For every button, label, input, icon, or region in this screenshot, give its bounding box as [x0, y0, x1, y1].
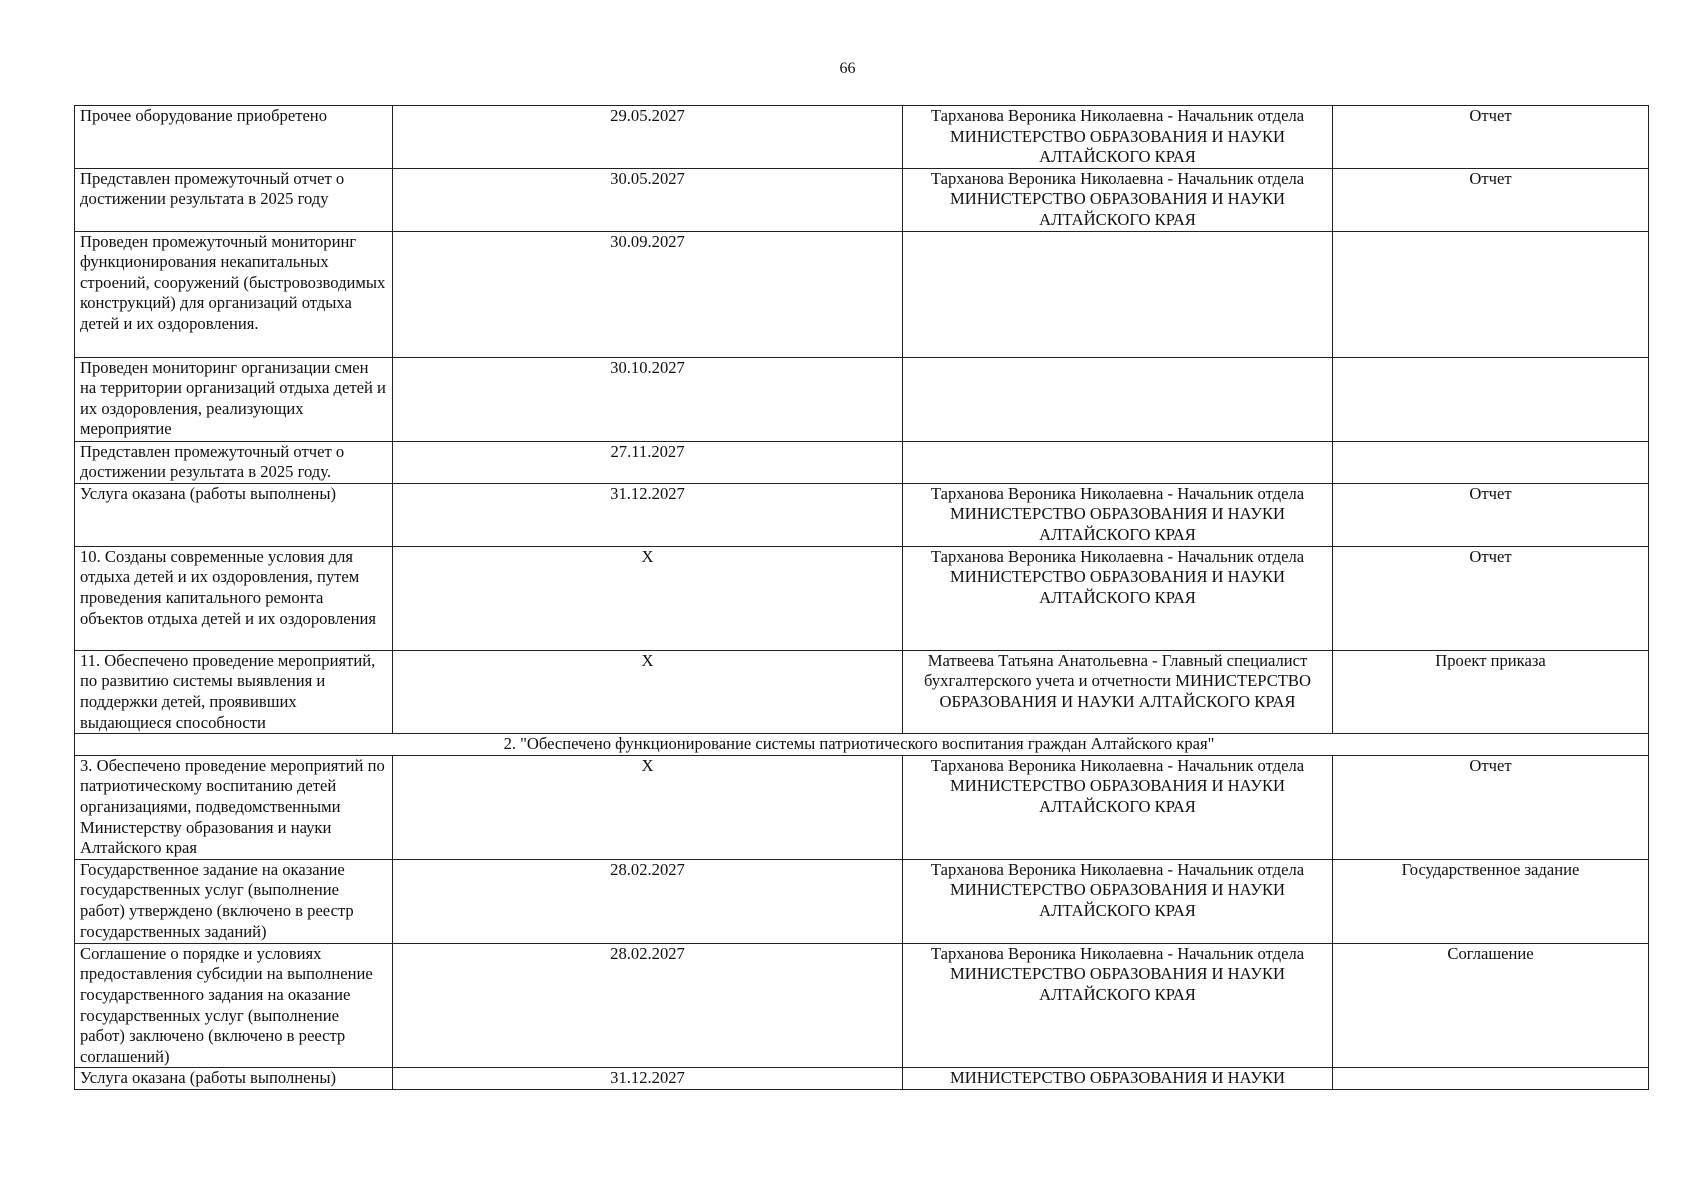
- responsible-cell: [903, 231, 1333, 357]
- responsible-cell: Тарханова Вероника Николаевна - Начальник отдела МИНИСТЕРСТВО ОБРАЗОВАНИЯ И НАУКИ АЛТАЙСКОГО КРАЯ: [903, 755, 1333, 859]
- document-type-cell: Отчет: [1333, 106, 1649, 169]
- responsible-cell: Тарханова Вероника Николаевна - Начальник отдела МИНИСТЕРСТВО ОБРАЗОВАНИЯ И НАУКИ АЛТАЙСКОГО КРАЯ: [903, 546, 1333, 650]
- date-cell: 30.10.2027: [393, 357, 903, 441]
- table-row: [75, 755, 1649, 859]
- responsible-cell: [903, 441, 1333, 483]
- page-number: 66: [839, 60, 856, 77]
- responsible-cell: Тарханова Вероника Николаевна - Начальник отдела МИНИСТЕРСТВО ОБРАЗОВАНИЯ И НАУКИ АЛТАЙСКОГО КРАЯ: [903, 943, 1333, 1068]
- result-name-cell: Услуга оказана (работы выполнены): [75, 1068, 393, 1090]
- document-type-cell: [1333, 231, 1649, 357]
- responsible-cell: [903, 357, 1333, 441]
- date-cell: 28.02.2027: [393, 859, 903, 943]
- table-row: [75, 106, 1649, 169]
- document-type-cell: Соглашение: [1333, 943, 1649, 1068]
- table-row: [75, 943, 1649, 1068]
- responsible-cell: Тарханова Вероника Николаевна - Начальник отдела МИНИСТЕРСТВО ОБРАЗОВАНИЯ И НАУКИ АЛТАЙСКОГО КРАЯ: [903, 483, 1333, 546]
- document-type-cell: [1333, 441, 1649, 483]
- result-name-cell: Представлен промежуточный отчет о достижении результата в 2025 году.: [75, 441, 393, 483]
- result-name-cell: Соглашение о порядке и условиях предоставления субсидии на выполнение государственного задания на оказание государственных услуг (выполнение работ) заключено (включено в реестр соглашений): [75, 943, 393, 1068]
- results-table: [74, 105, 1649, 1090]
- date-cell: 29.05.2027: [393, 106, 903, 169]
- table-row: [75, 357, 1649, 441]
- result-name-cell: Представлен промежуточный отчет о достижении результата в 2025 году: [75, 168, 393, 231]
- date-cell: 30.05.2027: [393, 168, 903, 231]
- table-row: [75, 231, 1649, 357]
- date-cell: 28.02.2027: [393, 943, 903, 1068]
- table-row: [75, 483, 1649, 546]
- table-row: [75, 168, 1649, 231]
- result-name-cell: Прочее оборудование приобретено: [75, 106, 393, 169]
- marker-cell: X: [393, 755, 903, 859]
- date-cell: 31.12.2027: [393, 1068, 903, 1090]
- table-row: [75, 650, 1649, 733]
- document-type-cell: Отчет: [1333, 546, 1649, 650]
- responsible-cell: Тарханова Вероника Николаевна - Начальник отдела МИНИСТЕРСТВО ОБРАЗОВАНИЯ И НАУКИ АЛТАЙСКОГО КРАЯ: [903, 168, 1333, 231]
- section-row: [75, 734, 1649, 756]
- result-name-cell: Государственное задание на оказание государственных услуг (выполнение работ) утверждено (включено в реестр государственных заданий): [75, 859, 393, 943]
- table-row: [75, 1068, 1649, 1090]
- document-type-cell: Отчет: [1333, 755, 1649, 859]
- result-name-cell: Услуга оказана (работы выполнены): [75, 483, 393, 546]
- responsible-cell: Матвеева Татьяна Анатольевна - Главный специалист бухгалтерского учета и отчетности МИНИСТЕРСТВО ОБРАЗОВАНИЯ И НАУКИ АЛТАЙСКОГО КРАЯ: [903, 650, 1333, 733]
- table-row: [75, 859, 1649, 943]
- document-type-cell: [1333, 357, 1649, 441]
- date-cell: 31.12.2027: [393, 483, 903, 546]
- document-type-cell: Проект приказа: [1333, 650, 1649, 733]
- table-row: [75, 546, 1649, 650]
- responsible-cell: Тарханова Вероника Николаевна - Начальник отдела МИНИСТЕРСТВО ОБРАЗОВАНИЯ И НАУКИ АЛТАЙСКОГО КРАЯ: [903, 106, 1333, 169]
- marker-cell: X: [393, 546, 903, 650]
- document-type-cell: Отчет: [1333, 483, 1649, 546]
- marker-cell: X: [393, 650, 903, 733]
- responsible-cell: Тарханова Вероника Николаевна - Начальник отдела МИНИСТЕРСТВО ОБРАЗОВАНИЯ И НАУКИ АЛТАЙСКОГО КРАЯ: [903, 859, 1333, 943]
- document-type-cell: [1333, 1068, 1649, 1090]
- responsible-cell: МИНИСТЕРСТВО ОБРАЗОВАНИЯ И НАУКИ: [903, 1068, 1333, 1090]
- section-heading: 2. "Обеспечено функционирование системы патриотического воспитания граждан Алтайского края": [75, 734, 1649, 756]
- document-type-cell: Отчет: [1333, 168, 1649, 231]
- date-cell: 27.11.2027: [393, 441, 903, 483]
- result-name-cell: 10. Созданы современные условия для отдыха детей и их оздоровления, путем проведения капитального ремонта объектов отдыха детей и их оздоровления: [75, 546, 393, 650]
- document-type-cell: Государственное задание: [1333, 859, 1649, 943]
- table-row: [75, 441, 1649, 483]
- result-name-cell: Проведен промежуточный мониторинг функционирования некапитальных строений, сооружений (быстровозводимых конструкций) для организаций отдыха детей и их оздоровления.: [75, 231, 393, 357]
- result-name-cell: 11. Обеспечено проведение мероприятий, по развитию системы выявления и поддержки детей, проявивших выдающиеся способности: [75, 650, 393, 733]
- result-name-cell: 3. Обеспечено проведение мероприятий по патриотическому воспитанию детей организациями, подведомственными Министерству образования и науки Алтайского края: [75, 755, 393, 859]
- date-cell: 30.09.2027: [393, 231, 903, 357]
- result-name-cell: Проведен мониторинг организации смен на территории организаций отдыха детей и их оздоровления, реализующих мероприятие: [75, 357, 393, 441]
